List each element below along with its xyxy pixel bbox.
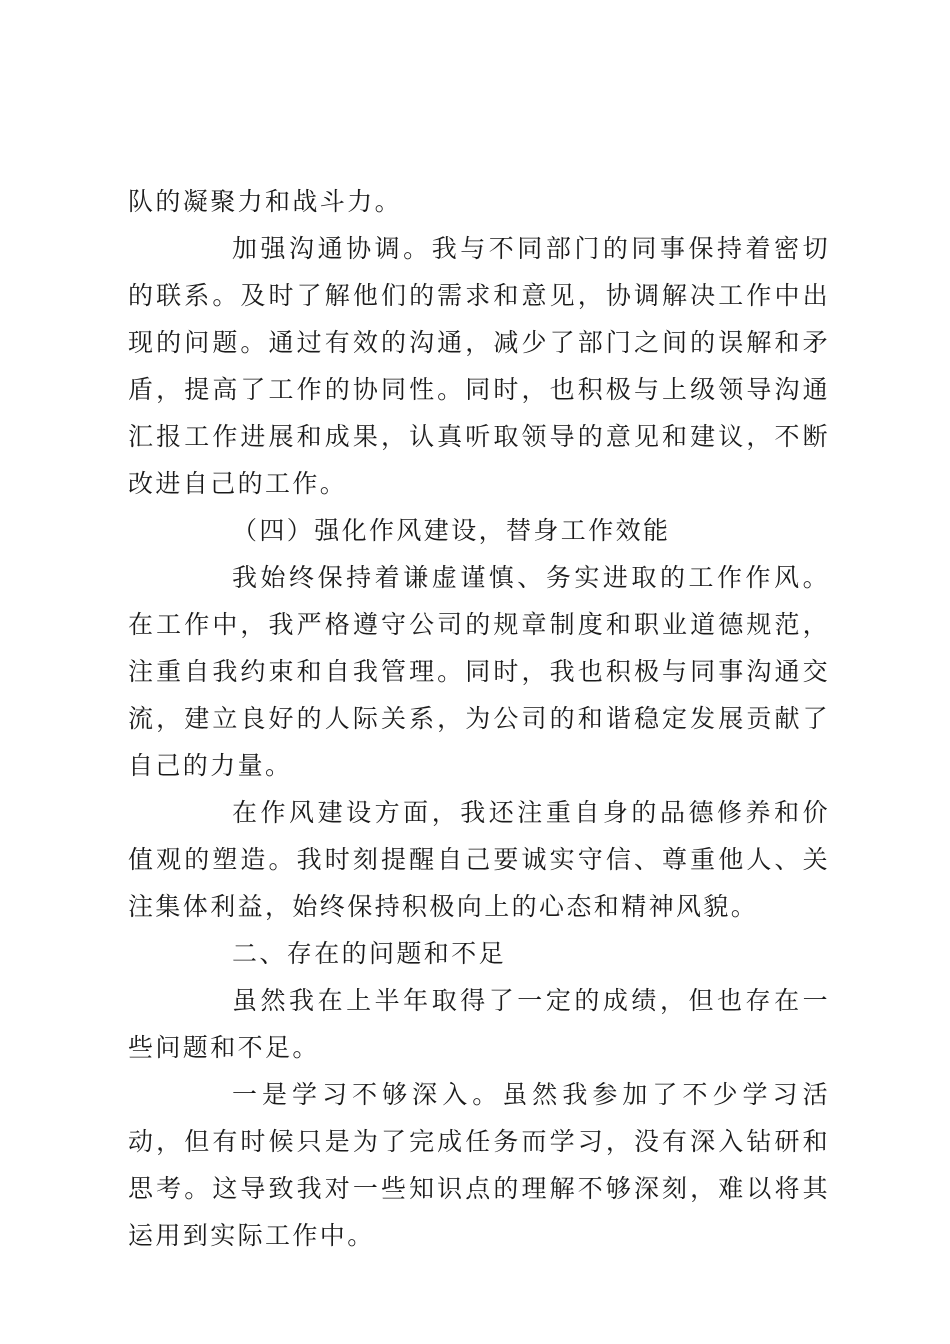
document-body bbox=[128, 178, 830, 1259]
paragraph-work-style: 我始终保持着谦虚谨慎、务实进取的工作作风。在工作中，我严格遵守公司的规章制度和职业道德规范，注重自我约束和自我管理。同时，我也积极与同事沟通交流，建立良好的人际关系，为公司的和谐稳定发展贡献了自己的力量。 bbox=[128, 563, 830, 780]
section-heading: 二、存在的问题和不足 bbox=[232, 939, 507, 968]
paragraph-continuation: 队的凝聚力和战斗力。 bbox=[128, 187, 403, 216]
subsection-heading: （四）强化作风建设，替身工作效能 bbox=[232, 516, 671, 545]
paragraph-communication: 加强沟通协调。我与不同部门的同事保持着密切的联系。及时了解他们的需求和意见，协调解决工作中出现的问题。通过有效的沟通，减少了部门之间的误解和矛盾，提高了工作的协同性。同时，也积极与上级领导沟通汇报工作进展和成果，认真听取领导的意见和建议，不断改进自己的工作。 bbox=[128, 234, 830, 498]
paragraph-style-building: 在作风建设方面，我还注重自身的品德修养和价值观的塑造。我时刻提醒自己要诚实守信、尊重他人、关注集体利益，始终保持积极向上的心态和精神风貌。 bbox=[128, 798, 830, 921]
paragraph-problems-intro: 虽然我在上半年取得了一定的成绩，但也存在一些问题和不足。 bbox=[128, 986, 830, 1062]
paragraph-problem-one: 一是学习不够深入。虽然我参加了不少学习活动，但有时候只是为了完成任务而学习，没有深入钻研和思考。这导致我对一些知识点的理解不够深刻，难以将其运用到实际工作中。 bbox=[128, 1080, 830, 1250]
